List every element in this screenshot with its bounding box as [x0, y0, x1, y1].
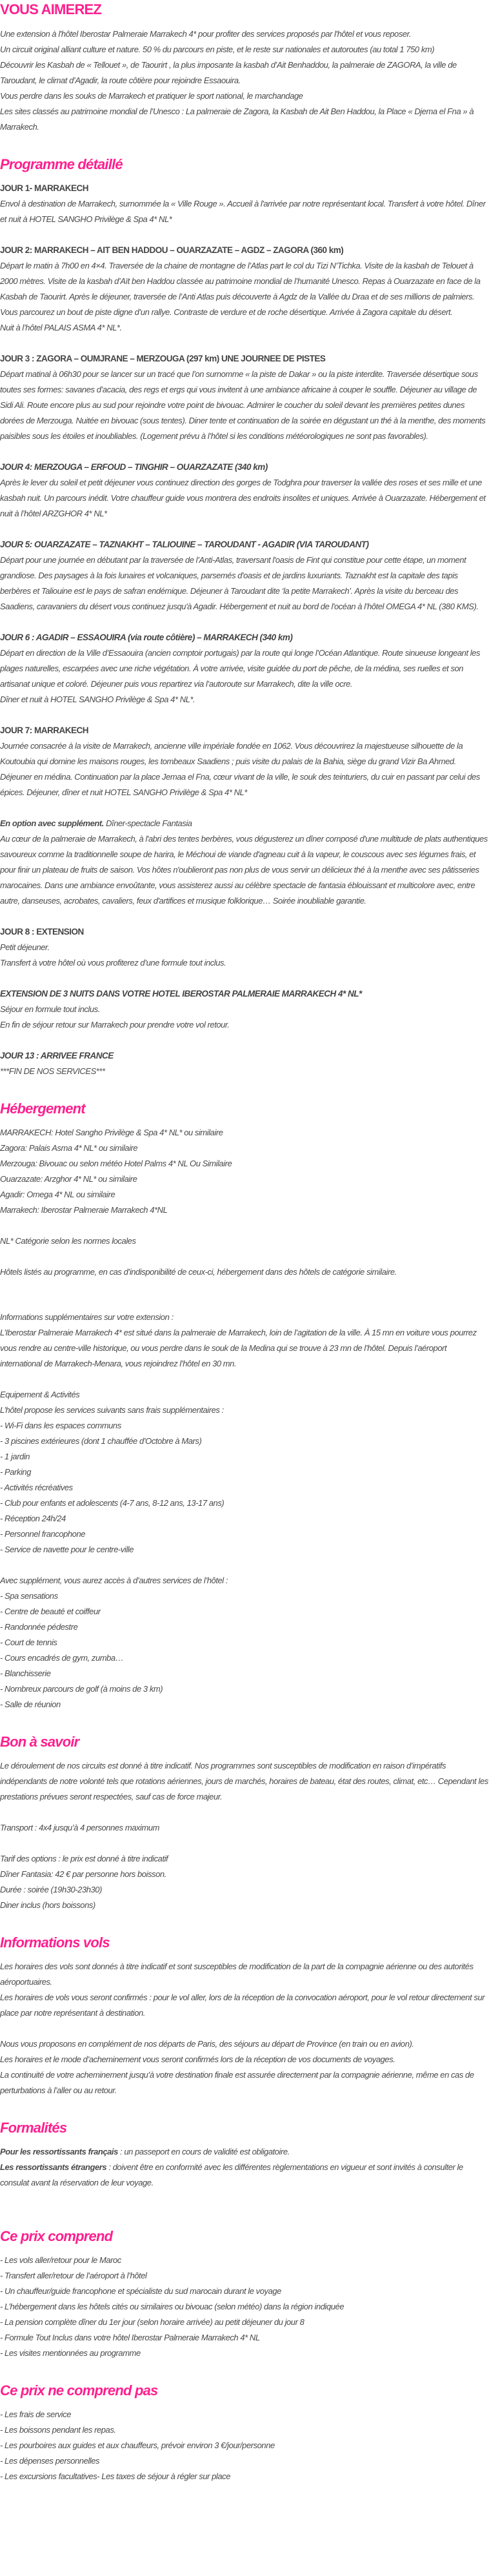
text-block	[0, 1264, 489, 1280]
section-title: Informations vols	[0, 1934, 110, 1951]
text-line: Les horaires et le mode d’acheminement vous seront confirmés lors de la réception de vos documents de voyages.	[0, 2054, 395, 2064]
text-line: Transport : 4x4 jusqu’à 4 personnes maximum	[0, 1823, 160, 1832]
text-line: - L’hébergement dans les hôtels cités ou similaires ou bivouac (selon météo) dans la région indiquée	[0, 2302, 344, 2311]
text-line: - Les excursions facultatives- Les taxes de séjour à régler sur place	[0, 2471, 230, 2481]
text-line: Un circuit original alliant culture et nature. 50 % du parcours en piste, et le reste sur nationales et autoroutes (au total 1 750 km)	[0, 45, 435, 54]
text-line: Zagora: Palais Asma 4* NL* ou similaire	[0, 1143, 138, 1153]
text-line: Petit déjeuner.	[0, 942, 50, 952]
day-block	[0, 181, 489, 227]
text-block	[0, 26, 489, 135]
section-title: Programme détaillé	[0, 156, 123, 172]
day-heading: JOUR 7: MARRAKECH	[0, 725, 89, 735]
text-line: - Court de tennis	[0, 1638, 57, 1647]
text-line: Séjour en formule tout inclus.	[0, 1004, 100, 1014]
text-line: L’hôtel propose les services suivants sans frais supplémentaires :	[0, 1405, 224, 1415]
formality-label: Pour les ressortissants français	[0, 2147, 118, 2156]
section-ce-prix-ne-comprend-pas	[0, 2381, 489, 2484]
section-ce-prix-comprend	[0, 2227, 489, 2361]
text-line: - Club pour enfants et adolescents (4-7 ans, 8-12 ans, 13-17 ans)	[0, 1498, 225, 1508]
text-block	[0, 2036, 489, 2098]
text-line: Au cœur de la palmeraie de Marrakech, à l'abri des tentes berbères, vous dégusterez un dîner composé d'une multitude de plats authentiques savoureux comme la traditionnelle soupe de harira, le Méchoui de viande d'agneau cuit à la vapeur, le couscous avec ses légumes frais, et pour finir un plateau de fruits de saison. Vos hôtes n'oublieront pas non plus de vous servir un délicieux thé à la menthe avec ses pâtisseries marocaines. Dans une ambiance envoûtante, vous assisterez aussi au célèbre spectacle de fantasia éblouissant et multicolore avec, entre autre, danseuses, acrobates, cavaliers, feux d'artifices et musique folklorique… Soirée inoubliable garantie.	[0, 834, 488, 906]
text-line: Ouarzazate: Arzghor 4* NL* ou similaire	[0, 1174, 137, 1184]
text-line: Vous perdre dans les souks de Marrakech et pratiquer le sport national, le marchandage	[0, 91, 303, 101]
text-line: Diner inclus (hors boissons)	[0, 1900, 95, 1910]
day-heading: JOUR 6 : AGADIR – ESSAOUIRA (via route côtière) – MARRAKECH (340 km)	[0, 633, 293, 642]
text-line: Agadir: Omega 4* NL ou similaire	[0, 1190, 115, 1199]
day-block	[0, 723, 489, 800]
text-line: MARRAKECH: Hotel Sangho Privilège & Spa 4* NL* ou similaire	[0, 1128, 223, 1137]
text-line: Tarif des options : le prix est donné à titre indicatif	[0, 1854, 168, 1863]
text-line: Les horaires de vols vous seront confirmés : pour le vol aller, lors de la réception de la convocation aéroport, pour le vol retour directement sur place par notre représentant à destination.	[0, 1993, 485, 2018]
day-block	[0, 986, 489, 1033]
text-block	[0, 1851, 489, 1913]
text-line: Découvrir les Kasbah de « Tellouet », de Taourirt , la plus imposante la kasbah d’Ait Benhaddou, la palmeraie de ZAGORA, la ville de Taroudant, le climat d’Agadir, la route côtière pour rejoindre Essaouira.	[0, 60, 457, 85]
text-line: - La pension complète dîner du 1er jour (selon horaire arrivée) au petit déjeuner du jour 8	[0, 2317, 304, 2327]
section-bon-a-savoir	[0, 1732, 489, 1913]
text-line: - Formule Tout Inclus dans votre hôtel Iberostar Palmeraie Marrakech 4* NL	[0, 2333, 260, 2342]
section-title: Ce prix ne comprend pas	[0, 2382, 158, 2399]
text-block	[0, 2144, 489, 2191]
text-block	[0, 1310, 489, 1372]
text-line: - Les vols aller/retour pour le Maroc	[0, 2255, 121, 2265]
text-line: Transfert à votre hôtel où vous profiterez d’une formule tout inclus.	[0, 958, 226, 968]
text-line: - Salle de réunion	[0, 1699, 61, 1709]
day-heading: JOUR 13 : ARRIVEE FRANCE	[0, 1051, 114, 1060]
text-line: Départ pour une journée en débutant par la traversée de l’Anti-Atlas, traversant l'oasis de Fint qui constitue pour cette étape, un moment grandiose. Des paysages à la fois lunaires et volcaniques, parsemés d'oasis et de jardins luxuriants. Taznakht est la capitale des tapis berbères et Taliouine est le pays de safran endémique. Déjeuner à Taroudant dite ‘la petite Marrakech’. Après la visite du berceau des Saadiens, caravaniers du désert vous continuez jusqu'à Agadir. Hébergement et nuit au bord de l'océan à l’hôtel OMEGA 4* NL (380 KMS).	[0, 555, 479, 611]
formality-line	[0, 2160, 489, 2191]
text-line: La continuité de votre acheminement jusqu’à votre destination finale est assurée directement par la compagnie aérienne, même en cas de perturbations à l’aller ou au retour.	[0, 2070, 474, 2095]
option-text: Dîner-spectacle Fantasia	[103, 818, 192, 828]
text-line: Une extension à l'hôtel Iberostar Palmeraie Marrakech 4* pour profiter des services proposés par l'hôtel et vous reposer.	[0, 29, 412, 39]
text-block	[0, 1387, 489, 1557]
formality-text: : un passeport en cours de validité est obligatoire.	[117, 2147, 290, 2156]
text-block	[0, 1573, 489, 1712]
text-line: Marrakech: Iberostar Palmeraie Marrakech 4*NL	[0, 1205, 168, 1215]
text-line: - Blanchisserie	[0, 1668, 51, 1678]
text-line: Départ en direction de la Ville d’Essaouira (ancien comptoir portugais) par la route qui longe l’Océan Atlantique. Route sinueuse longeant les plages naturelles, escarpées avec une riche végétation. À votre arrivée, visite guidée du port de pêche, de la médina, ses ruelles et son artisanat unique et coloré. Déjeuner puis vous repartirez via l’autoroute sur Marrakech, dite la ville ocre.	[0, 648, 481, 689]
day-block	[0, 1048, 489, 1079]
text-line: En fin de séjour retour sur Marrakech pour prendre votre vol retour.	[0, 1020, 230, 1029]
day-block	[0, 924, 489, 971]
section-formalites	[0, 2118, 489, 2191]
text-line: - Transfert aller/retour de l’aéroport à l’hôtel	[0, 2271, 147, 2280]
text-line: - Personnel francophone	[0, 1529, 86, 1539]
text-line: Dîner et nuit à HOTEL SANGHO Privilège & Spa 4* NL*.	[0, 695, 195, 704]
day-heading: JOUR 8 : EXTENSION	[0, 927, 84, 937]
text-line: - Parking	[0, 1467, 31, 1477]
text-block	[0, 1758, 489, 1805]
text-block	[0, 2253, 489, 2361]
text-line: - Les pourboires aux guides et aux chauffeurs, prévoir environ 3 €/jour/personne	[0, 2440, 275, 2450]
section-hebergement	[0, 1099, 489, 1712]
text-line: - Wi-Fi dans les espaces communs	[0, 1421, 121, 1430]
text-line: Merzouga: Bivouac ou selon météo Hotel Palms 4* NL Ou Similaire	[0, 1159, 232, 1168]
text-line: NL* Catégorie selon les normes locales	[0, 1236, 136, 1246]
text-line: Le déroulement de nos circuits est donné à titre indicatif. Nos programmes sont susceptibles de modification en raison d’impératifs indépendants de notre volonté tels que rotations aériennes, jours de marchés, horaires de bateau, état des routes, climat, etc… Cependant les prestations prévues seront respectées, sauf cas de force majeur.	[0, 1761, 488, 1801]
day-heading: JOUR 4: MERZOUGA – ERFOUD – TINGHIR – OUARZAZATE (340 km)	[0, 462, 268, 472]
text-block	[0, 1233, 489, 1249]
text-line: - Les boissons pendant les repas.	[0, 2425, 116, 2435]
text-line: Nous vous proposons en complément de nos départs de Paris, des séjours au départ de Province (en train ou en avion).	[0, 2039, 414, 2049]
text-line: - Spa sensations	[0, 1591, 58, 1601]
text-line: Départ matinal à 06h30 pour se lancer sur un tracé que l’on surnomme « la piste de Dakar » ou la piste interdite. Traversée désertique sous toutes ses formes: savanes d’acacia, des regs et ergs qui vous invitent à une ambiance africaine à couper le souffle. Déjeuner au village de Sidi Ali. Route encore plus au sud pour rejoindre votre point de bivouac. Admirer le coucher du soleil devant les premières petites dunes dorées de Merzouga. Nuitée en bivouac (sous tentes). Diner tente et continuation de la soirée en dégustant un thé à la menthe, des moments paisibles sous les étoiles et inoubliables. (Logement prévu à l’hôtel si les conditions météorologiques ne sont pas favorables).	[0, 369, 486, 441]
text-line: Nuit à l’hôtel PALAIS ASMA 4* NL*.	[0, 323, 122, 332]
text-line: Avec supplément, vous aurez accès à d’autres services de l’hôtel :	[0, 1576, 228, 1585]
day-block	[0, 460, 489, 522]
text-block	[0, 1959, 489, 2021]
text-line: - Un chauffeur/guide francophone et spécialiste du sud marocain durant le voyage	[0, 2286, 281, 2296]
day-heading: JOUR 2: MARRAKECH – AIT BEN HADDOU – OUARZAZATE – AGDZ – ZAGORA (360 km)	[0, 245, 344, 255]
text-line: Les horaires des vols sont donnés à titre indicatif et sont susceptibles de modification de la part de la compagnie aérienne ou des autorités aéroportuaires.	[0, 1962, 474, 1987]
text-line: Equipement & Activités	[0, 1390, 80, 1399]
formality-text: : doivent être en conformité avec les différentes règlementations en vigueur et sont invités à consulter le consulat avant la réservation de leur voyage.	[0, 2162, 463, 2187]
section-programme-detaille	[0, 155, 489, 1079]
text-line: Après le lever du soleil et petit déjeuner vous continuez direction des gorges de Todghra pour traverser la vallée des roses et ses mille et une kasbah nuit. Un parcours inédit. Votre chauffeur guide vous montrera des endroits insolites et uniques. Arrivée à Ouarzazate. Hébergement et nuit à l’hôtel ARZGHOR 4* NL*	[0, 478, 486, 518]
text-line: - Cours encadrés de gym, zumba…	[0, 1653, 124, 1663]
text-line: Envol à destination de Marrakech, surnommée la « Ville Rouge ». Accueil à l'arrivée par notre représentant local. Transfert à votre hôtel. Dîner et nuit à HOTEL SANGHO Privilège & Spa 4* NL*	[0, 199, 486, 224]
day-heading: EXTENSION DE 3 NUITS DANS VOTRE HOTEL IBEROSTAR PALMERAIE MARRAKECH 4* NL*	[0, 989, 362, 999]
day-heading: JOUR 1- MARRAKECH	[0, 183, 89, 193]
text-block	[0, 1820, 489, 1836]
text-block	[0, 816, 489, 909]
section-title: Ce prix comprend	[0, 2228, 113, 2244]
section-title: VOUS AIMEREZ	[0, 1, 102, 17]
section-title: Formalités	[0, 2120, 67, 2136]
text-line: - Service de navette pour le centre-ville	[0, 1545, 134, 1554]
section-title: Bon à savoir	[0, 1734, 79, 1750]
formality-label: Les ressortissants étrangers	[0, 2162, 107, 2172]
text-block	[0, 1125, 489, 1218]
option-label: En option avec supplément.	[0, 818, 104, 828]
text-line: - 1 jardin	[0, 1452, 30, 1461]
text-line: Hôtels listés au programme, en cas d’indisponibilité de ceux-ci, hébergement dans des hôtels de catégorie similaire.	[0, 1267, 397, 1277]
text-line: Journée consacrée à la visite de Marrakech, ancienne ville impériale fondée en 1062. Vous découvrirez la majestueuse silhouette de la Koutoubia qui domine les maisons rouges, les tombeaux Saadiens ; puis visite du palais de la Bahia, siège du grand Vizir Ba Ahmed. Déjeuner en médina. Continuation par la place Jemaa el Fna, cœur vivant de la ville, le souk des teinturiers, du cuir en passant par celui des épices. Déjeuner, dîner et nuit HOTEL SANGHO Privilège & Spa 4* NL*	[0, 741, 480, 797]
text-line: - Les frais de service	[0, 2409, 72, 2419]
section-vous-aimerez	[0, 0, 489, 135]
day-block	[0, 351, 489, 444]
text-line: Les sites classés au patrimoine mondial de l’Unesco : La palmeraie de Zagora, la Kasbah de Ait Ben Haddou, la Place « Djema el Fna » à Marrakech.	[0, 106, 474, 132]
day-heading: JOUR 5: OUARZAZATE – TAZNAKHT – TALIOUINE – TAROUDANT - AGADIR (VIA TAROUDANT)	[0, 540, 369, 549]
text-line: ***FIN DE NOS SERVICES***	[0, 1066, 105, 1076]
option-line	[0, 816, 489, 831]
text-line: L’Iberostar Palmeraie Marrakech 4* est situé dans la palmeraie de Marrakech, loin de l’agitation de la ville. À 15 mn en voiture vous pourrez vous rendre au centre-ville historique, ou vous perdre dans le souk de la Medina qui se trouve à 23 mn de l’hôtel. Depuis l’aéroport international de Marrakech-Menara, vous rejoindrez l’hôtel en 30 mn.	[0, 1328, 477, 1368]
text-line: Informations supplémentaires sur votre extension :	[0, 1312, 174, 1322]
formality-line	[0, 2144, 489, 2160]
text-line: - Activités récréatives	[0, 1483, 73, 1492]
text-line: Dîner Fantasia: 42 € par personne hors boisson.	[0, 1869, 166, 1879]
text-line: - Nombreux parcours de golf (à moins de 3 km)	[0, 1684, 163, 1694]
day-heading: JOUR 3 : ZAGORA – OUMJRANE – MERZOUGA (297 km) UNE JOURNEE DE PISTES	[0, 354, 326, 363]
day-block	[0, 630, 489, 707]
text-line: - Randonnée pédestre	[0, 1622, 78, 1632]
text-line: - Réception 24h/24	[0, 1514, 66, 1523]
text-block	[0, 2407, 489, 2484]
section-informations-vols	[0, 1933, 489, 2098]
text-line: Départ le matin à 7h00 en 4×4. Traversée de la chaine de montagne de l’Atlas part le col du Tizi N’Tichka. Visite de la kasbah de Telouet à 2000 mètres. Visite de la kasbah d’Aït ben Haddou classée au patrimoine mondial de l’humanité Unesco. Repas à Ouarzazate en face de la Kasbah de Taourirt. Après le déjeuner, traversée de l’Anti Atlas puis découverte à Agdz de la Vallée du Draa et de ses millions de palmiers. Vous parcourez un bout de piste digne d’un rallye. Contraste de verdure et de roche désertique. Arrivée à Zagora capitale du désert.	[0, 261, 481, 317]
text-line: Durée : soirée (19h30-23h30)	[0, 1885, 102, 1894]
text-line: - Les visites mentionnées au programme	[0, 2348, 141, 2358]
text-line: - Les dépenses personnelles	[0, 2456, 100, 2466]
section-title: Hébergement	[0, 1100, 85, 1117]
day-block	[0, 537, 489, 614]
text-line: - 3 piscines extérieures (dont 1 chauffée d’Octobre à Mars)	[0, 1436, 202, 1446]
text-line: - Centre de beauté et coiffeur	[0, 1607, 101, 1616]
day-block	[0, 243, 489, 336]
